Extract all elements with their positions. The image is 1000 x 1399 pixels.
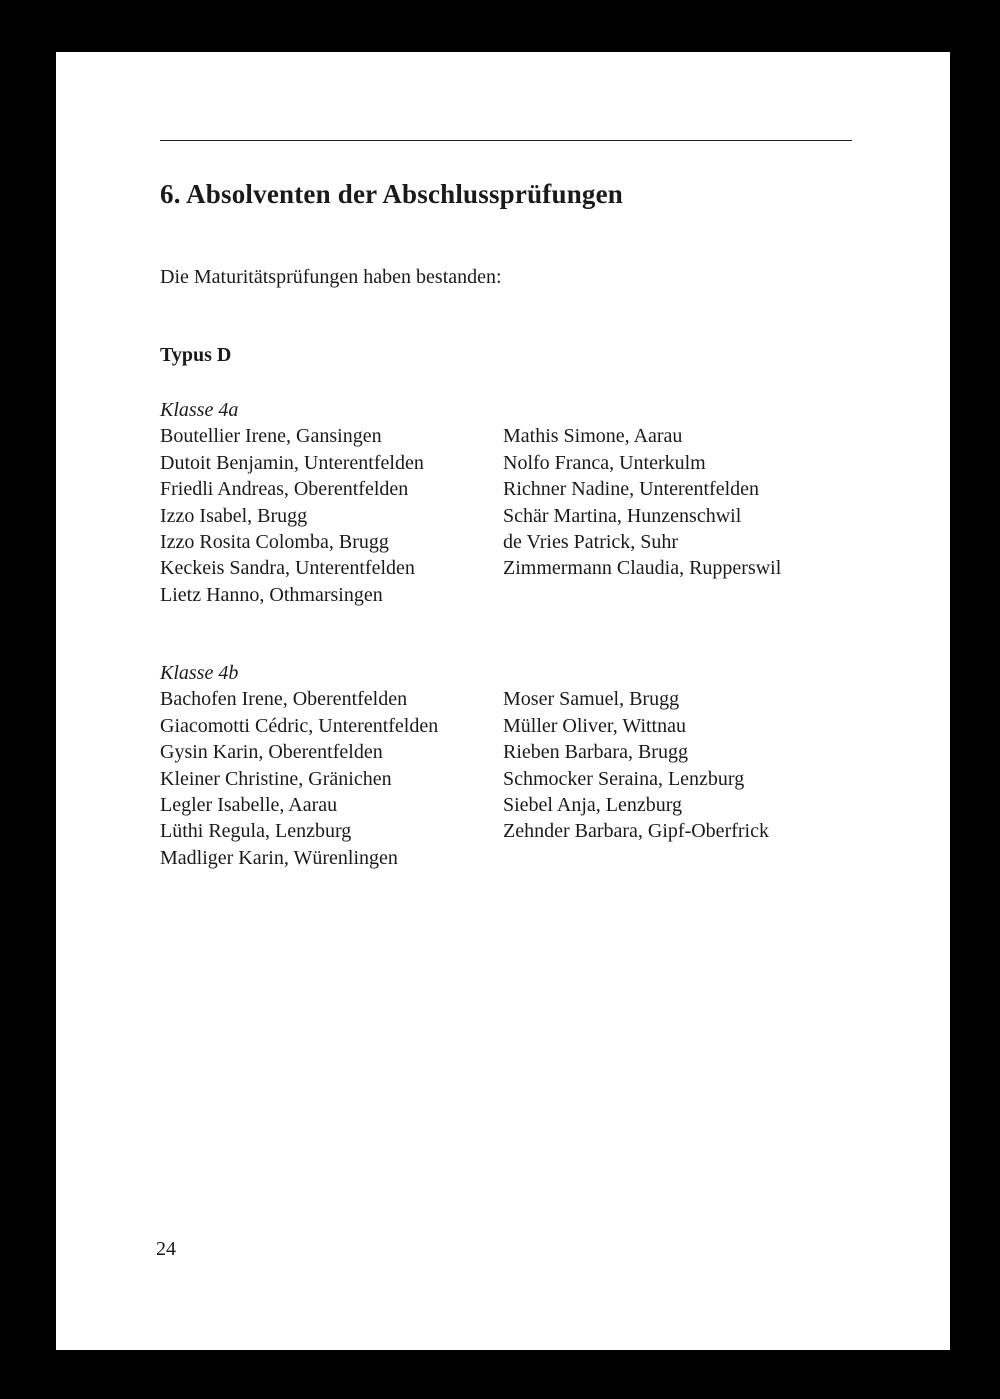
list-item: Zehnder Barbara, Gipf-Oberfrick [503, 820, 769, 843]
list-item: Lüthi Regula, Lenzburg [160, 820, 352, 843]
page-number: 24 [156, 1238, 176, 1260]
list-item: Mathis Simone, Aarau [503, 425, 683, 448]
list-item: Schär Martina, Hunzenschwil [503, 504, 742, 527]
list-item: Izzo Rosita Colomba, Brugg [160, 530, 389, 553]
name-list-right [503, 686, 769, 844]
list-item: Lietz Hanno, Othmarsingen [160, 583, 383, 606]
list-item: Müller Oliver, Wittnau [503, 714, 686, 737]
list-item: Siebel Anja, Lenzburg [503, 793, 683, 816]
list-item: Boutellier Irene, Gansingen [160, 425, 382, 448]
list-item: Madliger Karin, Würenlingen [160, 846, 398, 869]
name-list-left [160, 686, 438, 871]
list-item: Rieben Barbara, Brugg [503, 741, 688, 764]
list-item: Richner Nadine, Unterentfelden [503, 478, 760, 501]
list-item: Giacomotti Cédric, Unterentfelden [160, 714, 439, 737]
list-item: Keckeis Sandra, Unterentfelden [160, 557, 415, 580]
list-item: Friedli Andreas, Oberentfelden [160, 478, 409, 501]
list-item: Kleiner Christine, Gränichen [160, 767, 392, 790]
list-item: Nolfo Franca, Unterkulm [503, 451, 706, 474]
list-item: Schmocker Seraina, Lenzburg [503, 767, 745, 790]
list-item: Dutoit Benjamin, Unterentfelden [160, 451, 424, 474]
section-title: 6. Absolventen der Abschlussprüfungen [160, 179, 624, 209]
list-item: Izzo Isabel, Brugg [160, 504, 308, 527]
list-item: Zimmermann Claudia, Rupperswil [503, 557, 782, 580]
klasse-label: Klasse 4a [160, 399, 239, 421]
intro-text: Die Maturitätsprüfungen haben bestanden: [160, 266, 502, 288]
name-list-right [503, 423, 781, 581]
document-page [56, 52, 950, 1350]
list-item: Moser Samuel, Brugg [503, 688, 680, 711]
list-item: Gysin Karin, Oberentfelden [160, 741, 383, 764]
typus-heading: Typus D [160, 344, 232, 366]
list-item: de Vries Patrick, Suhr [503, 530, 679, 553]
klasse-4b-section [160, 660, 850, 869]
name-list-left [160, 423, 424, 608]
klasse-label: Klasse 4b [160, 662, 239, 684]
header-rule [160, 140, 852, 141]
list-item: Bachofen Irene, Oberentfelden [160, 688, 408, 711]
klasse-4a-section [160, 397, 850, 606]
list-item: Legler Isabelle, Aarau [160, 793, 338, 816]
